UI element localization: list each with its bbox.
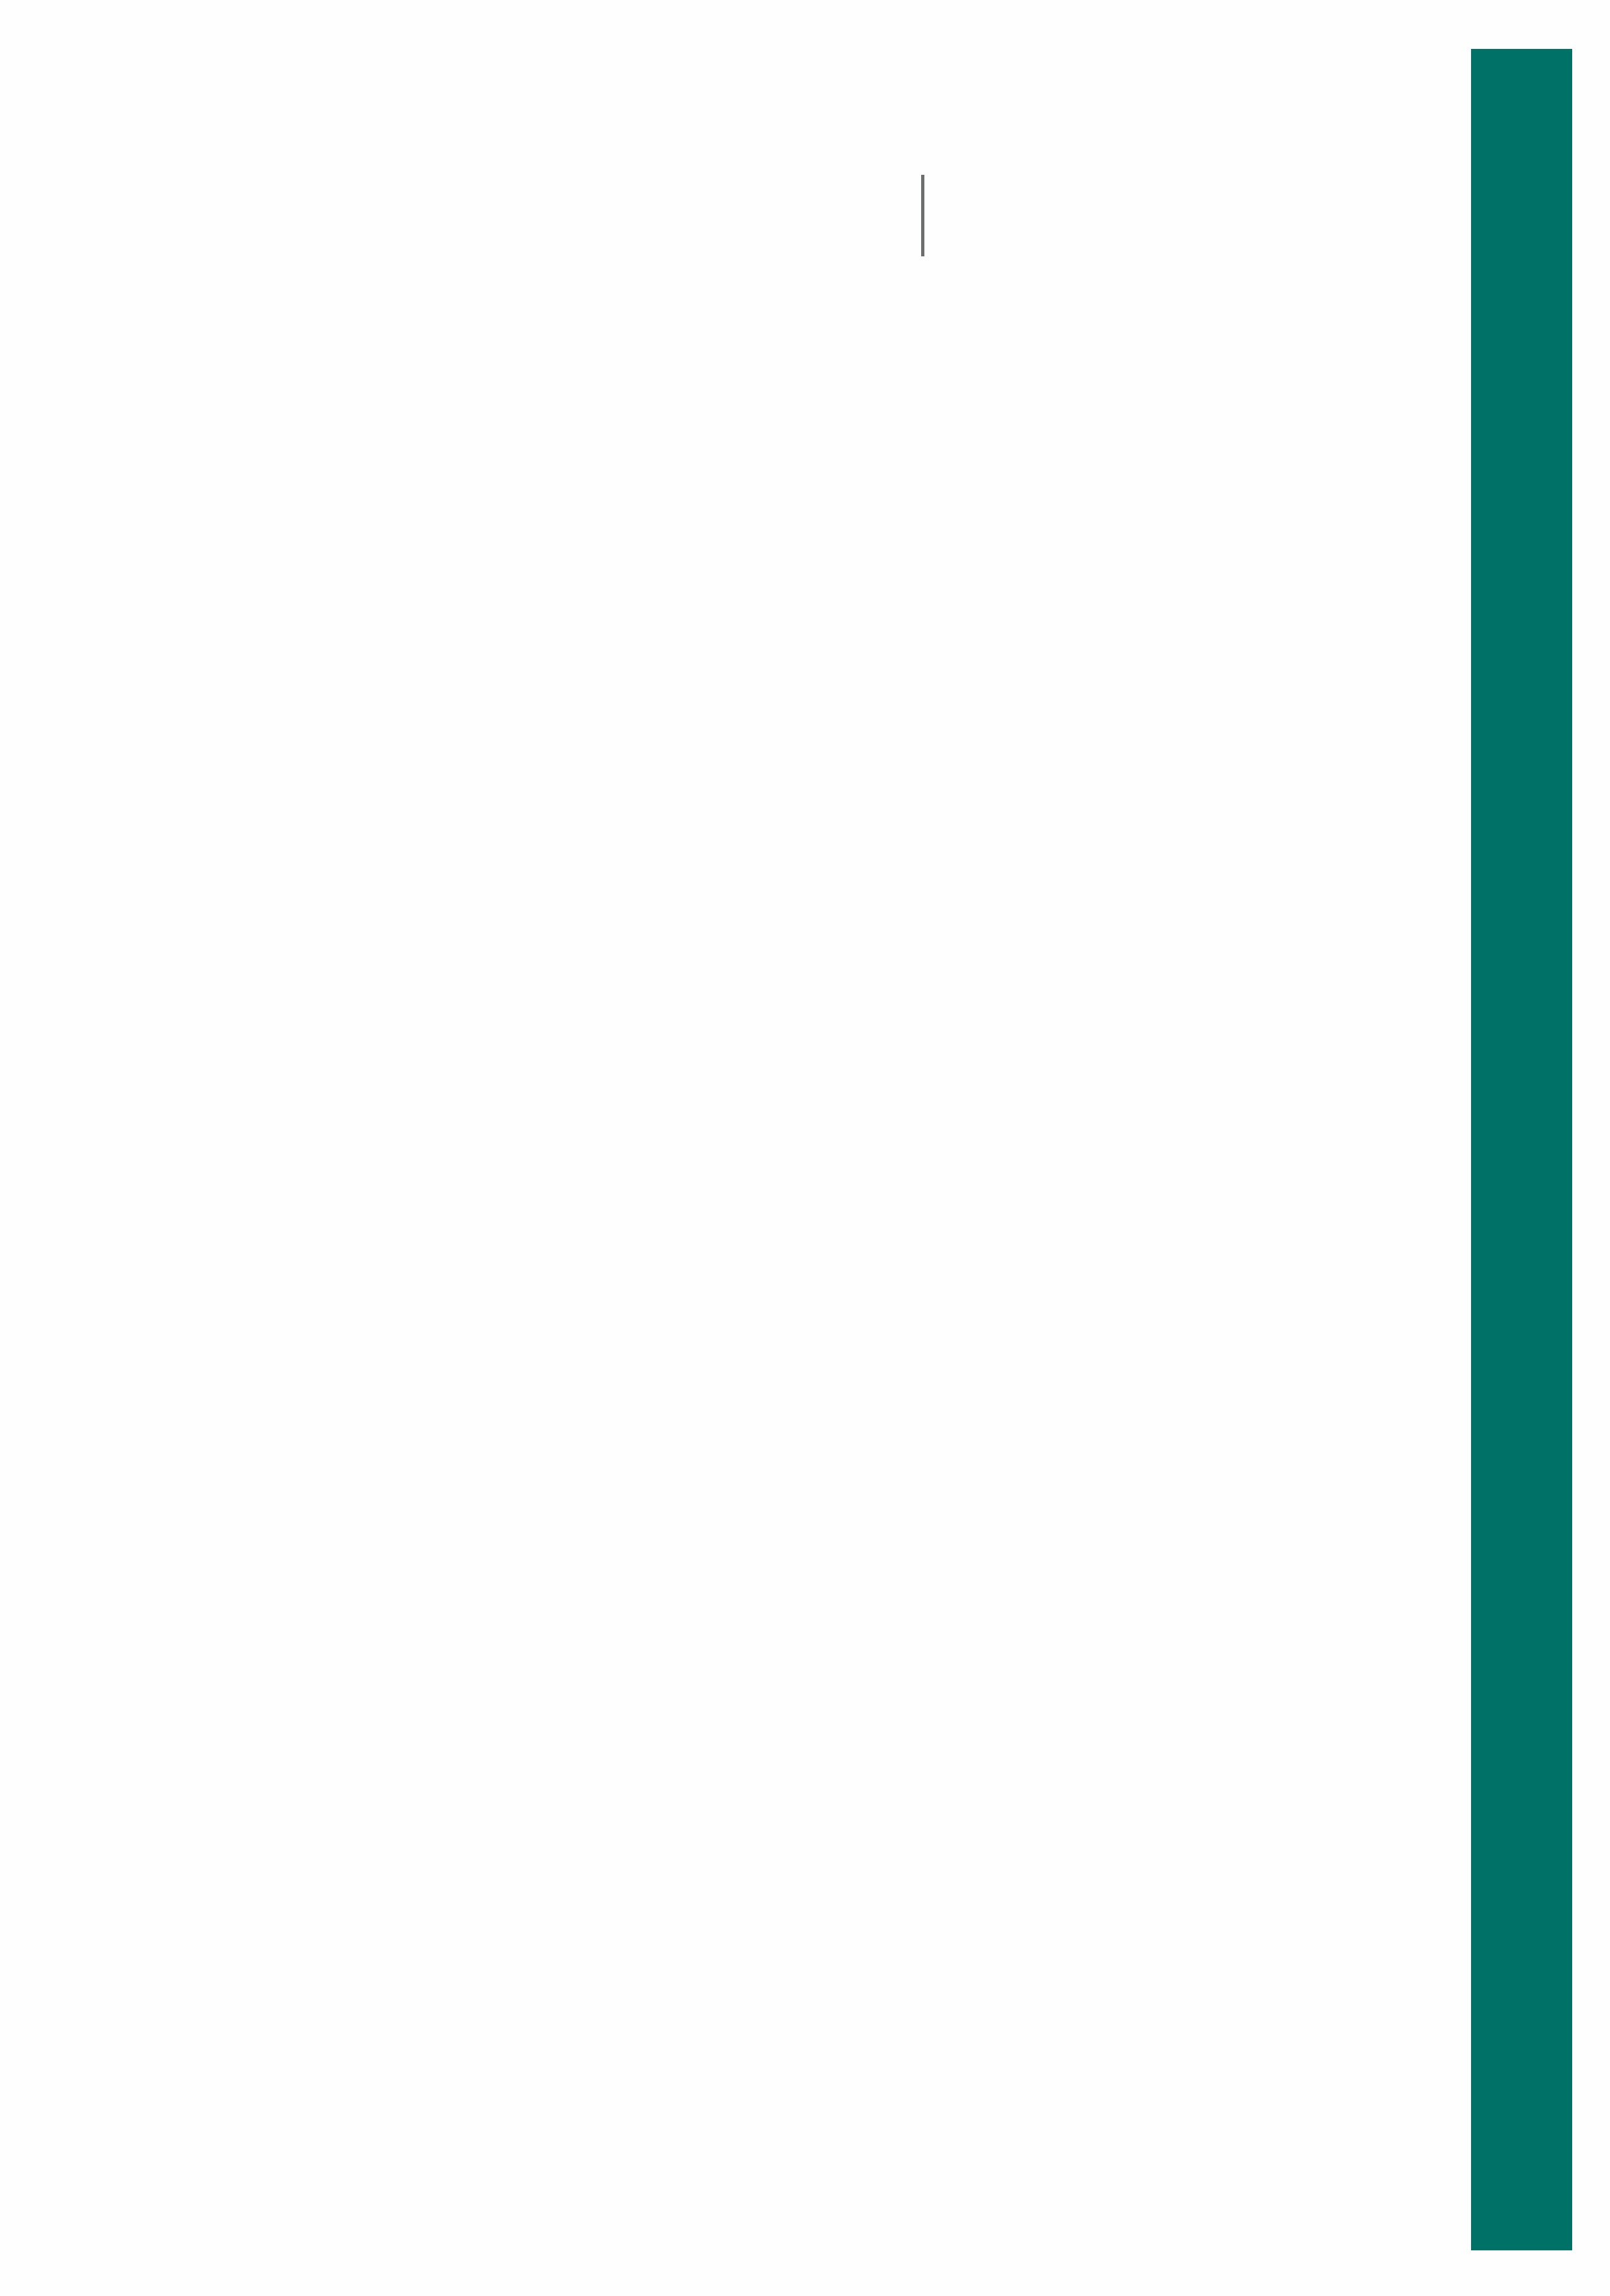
page-title: [985, 153, 999, 271]
side-color-band: [1471, 49, 1572, 2250]
title-divider: [921, 175, 924, 256]
